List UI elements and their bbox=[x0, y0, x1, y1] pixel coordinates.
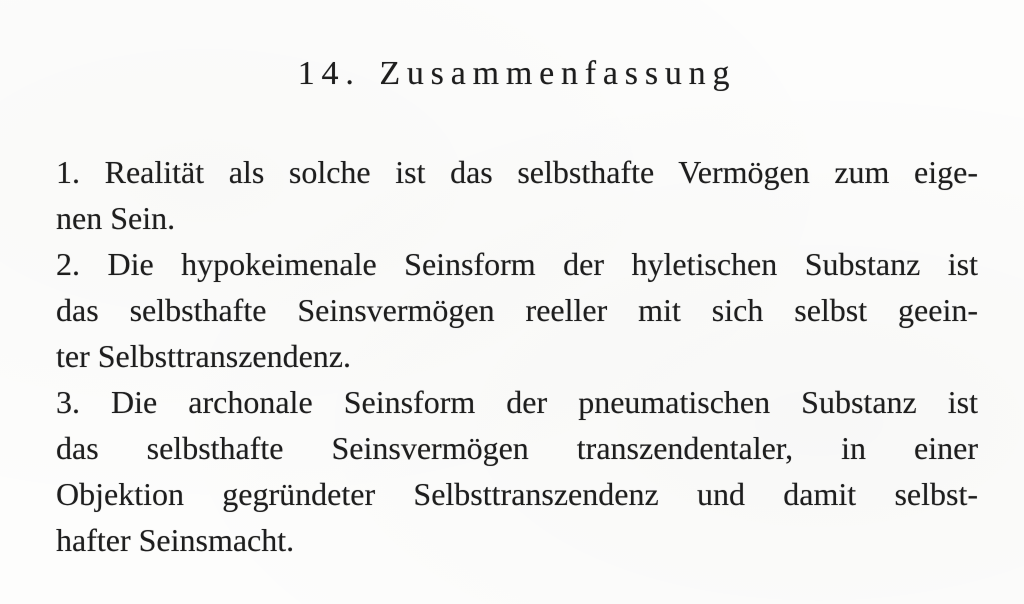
text-line: ter Selbsttranszendenz. bbox=[56, 338, 351, 374]
text-line: 3. Die archonale Seinsform der pneumatischen Substanz ist bbox=[56, 384, 978, 420]
text-line: nen Sein. bbox=[56, 200, 176, 236]
section-heading: 14. Zusammenfassung bbox=[297, 55, 737, 92]
paragraph-3 bbox=[56, 379, 978, 563]
paragraph-1 bbox=[56, 149, 978, 241]
text-line: das selbsthafte Seinsvermögen reeller mit sich selbst geein- bbox=[56, 292, 978, 328]
text-line: das selbsthafte Seinsvermögen transzendentaler, in einer bbox=[56, 430, 978, 466]
text-line: Objektion gegründeter Selbsttranszendenz und damit selbst- bbox=[56, 476, 978, 512]
text-line: 1. Realität als solche ist das selbsthafte Vermögen zum eige- bbox=[56, 154, 978, 190]
text-line: hafter Seinsmacht. bbox=[56, 522, 295, 558]
body-text bbox=[56, 149, 978, 563]
paragraph-2 bbox=[56, 241, 978, 379]
text-line: 2. Die hypokeimenale Seinsform der hyletischen Substanz ist bbox=[56, 246, 978, 282]
